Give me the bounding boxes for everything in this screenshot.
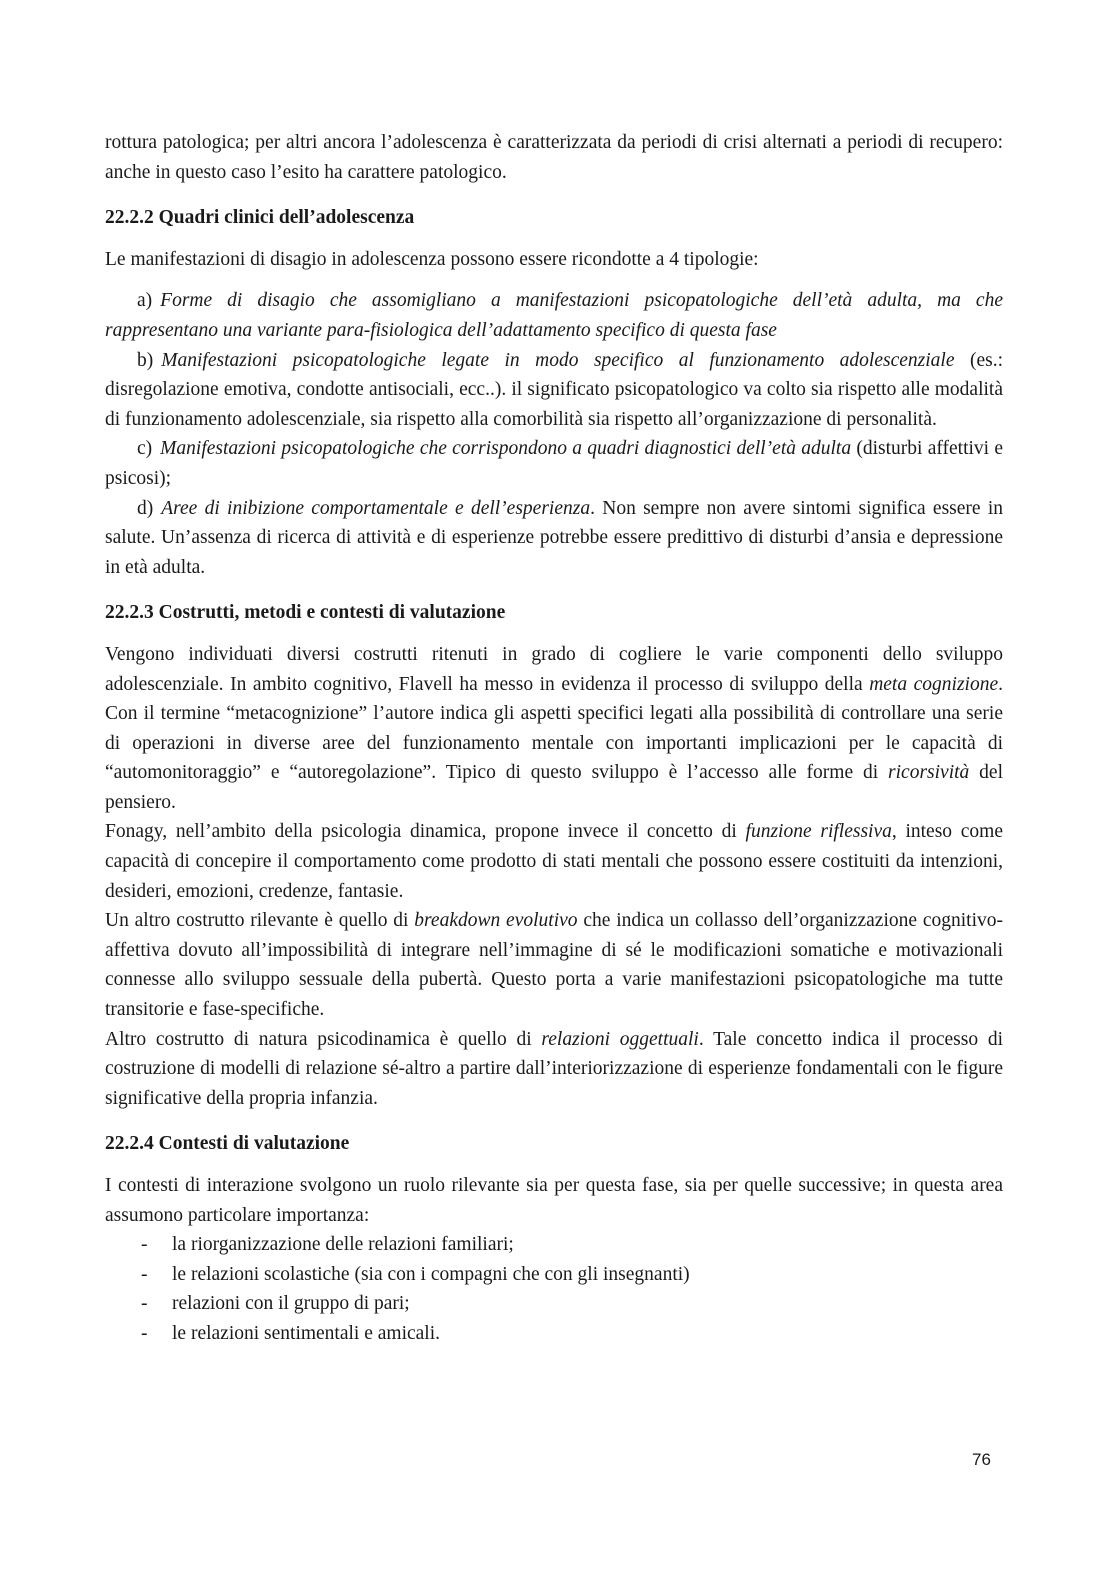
- list-item-d: [105, 494, 1003, 583]
- list-item-label: c): [137, 438, 153, 460]
- list-item-text: (es.: disregolazione emotiva, condotte antisociali, ecc..). il significato psicopatologico va colto sia rispetto alle modalità di funzionamento adolescenziale, sia rispetto alla comorbilità sia rispetto all’organizzazione di personalità.: [105, 349, 1004, 430]
- paragraph-italic: ricorsività: [888, 762, 970, 784]
- section-lead-2222: Le manifestazioni di disagio in adolescenza possono essere ricondotte a 4 tipologie:: [105, 248, 759, 270]
- page-number: 76: [972, 1450, 991, 1469]
- bullet-item: - le relazioni sentimentali e amicali.: [105, 1319, 1003, 1349]
- paragraph-text: che indica un collasso dell’organizzazione cognitivo-affettiva dovuto all’impossibilità di integrare nell’immagine di sé le modificazioni somatiche e motivazionali connesse allo sviluppo sessuale della pubertà. Questo porta a varie manifestazioni psicopatologiche ma tutte transitorie e fase-specifiche.: [105, 910, 1003, 1021]
- paragraph-italic: breakdown evolutivo: [414, 910, 578, 932]
- paragraph-text: . Tale concetto indica il processo di costruzione di modelli di relazione sé-altro a partire dall’interiorizzazione di esperienze fondamentali con le figure significative della propria infanzia.: [105, 1028, 1004, 1109]
- list-item-text: . Non sempre non avere sintomi significa essere in salute. Un’assenza di ricerca di attività e di esperienze potrebbe essere predittivo di disturbi d’ansia e depressione in età adulta.: [105, 497, 1003, 578]
- list-item-italic: Manifestazioni psicopatologiche legate in modo specifico al funzionamento adolescenziale: [161, 349, 955, 371]
- document-page: [105, 128, 1003, 1349]
- section-heading-2223: 22.2.3 Costrutti, metodi e contesti di valutazione: [105, 602, 506, 624]
- list-item-b: [105, 346, 1003, 435]
- list-item-text: (disturbi affettivi e psicosi);: [105, 438, 1003, 489]
- list-item-italic: Forme di disagio che assomigliano a manifestazioni psicopatologiche dell’età adulta, ma che rappresentano una variante para-fisiologica dell’adattamento specifico di questa fase: [105, 290, 1003, 341]
- bullet-item: - relazioni con il gruppo di pari;: [105, 1289, 1003, 1319]
- paragraph-italic: meta cognizione: [869, 673, 999, 695]
- list-item-italic: Manifestazioni psicopatologiche che corrispondono a quadri diagnostici dell’età adulta: [160, 438, 852, 460]
- paragraph-text: Un altro costrutto rilevante è quello di: [105, 910, 415, 932]
- bullet-list: [105, 1230, 1003, 1348]
- paragraph-text: Vengono individuati diversi costrutti ritenuti in grado di cogliere le varie componenti dello sviluppo adolescenziale. In ambito cognitivo, Flavell ha messo in evidenza il processo di sviluppo della: [105, 643, 1003, 695]
- list-item-italic: Aree di inibizione comportamentale e dell’esperienza: [161, 497, 591, 519]
- section-lead-2224: I contesti di interazione svolgono un ruolo rilevante sia per questa fase, sia per quelle successive; in questa area assumono particolare importanza:: [105, 1175, 1003, 1226]
- paragraph-text: Fonagy, nell’ambito della psicologia dinamica, propone invece il concetto di: [105, 821, 746, 843]
- bullet-item: - le relazioni scolastiche (sia con i compagni che con gli insegnanti): [105, 1260, 1003, 1290]
- paragraph-object-relations: [105, 1025, 1003, 1114]
- paragraph-text: del pensiero.: [105, 762, 1004, 813]
- paragraph-italic: relazioni oggettuali: [541, 1028, 699, 1050]
- paragraph-text: Altro costrutto di natura psicodinamica è quello di: [105, 1028, 542, 1050]
- list-item-label: a): [137, 290, 153, 312]
- list-item-label: b): [137, 349, 154, 371]
- paragraph-text: , inteso come capacità di concepire il comportamento come prodotto di stati mentali che possono essere costituiti da intenzioni, desideri, emozioni, credenze, fantasie.: [105, 821, 1004, 902]
- list-item-a: [105, 286, 1003, 345]
- section-heading-2222: 22.2.2 Quadri clinici dell’adolescenza: [105, 207, 415, 229]
- paragraph-italic: funzione riflessiva: [745, 821, 892, 843]
- list-item-c: [105, 434, 1003, 493]
- paragraph-metacognition: [105, 640, 1003, 818]
- intro-paragraph: rottura patologica; per altri ancora l’adolescenza è caratterizzata da periodi di crisi alternati a periodi di recupero: anche in questo caso l’esito ha carattere patologico.: [105, 132, 1003, 183]
- paragraph-reflective-function: [105, 817, 1003, 906]
- section-heading-2224: 22.2.4 Contesti di valutazione: [105, 1133, 350, 1155]
- list-item-label: d): [137, 497, 154, 519]
- paragraph-text: . Con il termine “metacognizione” l’autore indica gli aspetti specifici legati alla possibilità di controllare una serie di operazioni in diverse aree del funzionamento mentale con importanti implicazioni per le capacità di “automonitoraggio” e “autoregolazione”. Tipico di questo sviluppo è l’accesso alle forme di: [105, 673, 1003, 784]
- bullet-item: - la riorganizzazione delle relazioni familiari;: [105, 1230, 1003, 1260]
- paragraph-breakdown: [105, 906, 1003, 1024]
